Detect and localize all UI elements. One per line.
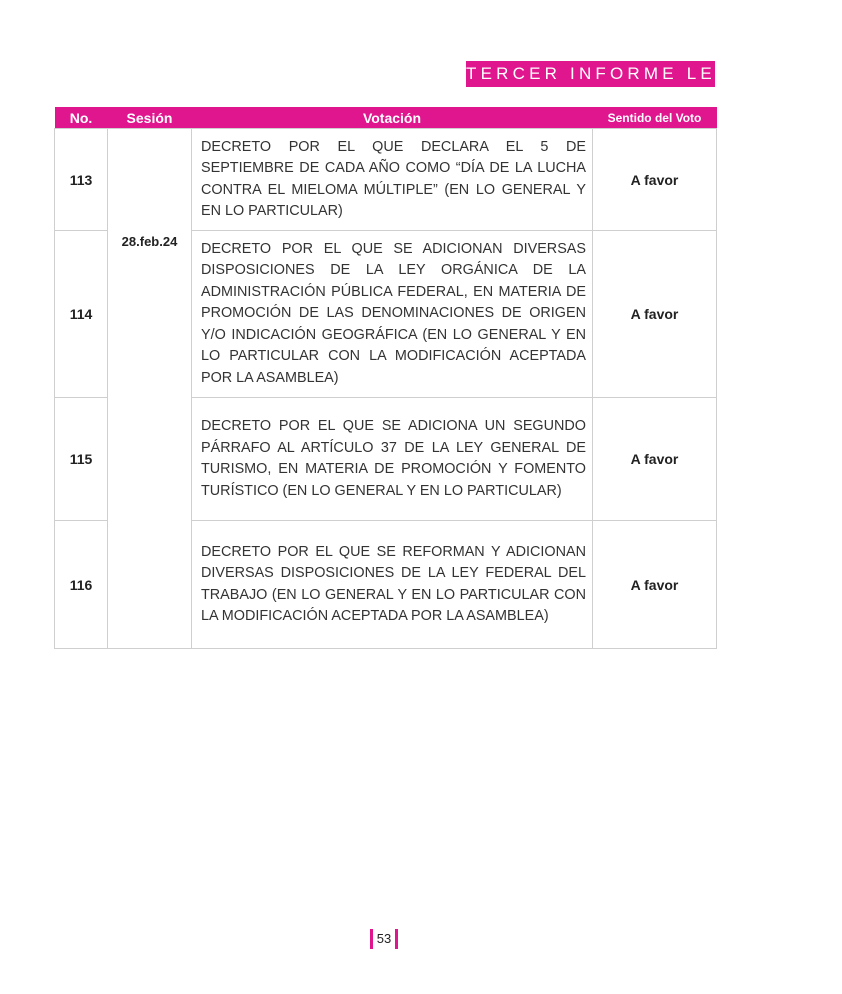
row-number: 113 — [55, 129, 108, 231]
row-number: 116 — [55, 521, 108, 649]
session-date: 28.feb.24 — [108, 129, 192, 649]
vote-description: DECRETO POR EL QUE SE REFORMAN Y ADICIONAN DIVERSAS DISPOSICIONES DE LA LEY FEDERAL DEL TRABAJO (EN LO GENERAL Y EN LO PARTICULAR CON LA MODIFICACIÓN ACEPTADA POR LA ASAMBLEA) — [192, 521, 593, 649]
vote-sense: A favor — [593, 398, 717, 521]
table-row — [55, 129, 717, 231]
row-number: 114 — [55, 231, 108, 398]
vote-sense: A favor — [593, 231, 717, 398]
col-header-vote-sense: Sentido del Voto — [593, 107, 717, 129]
vote-description: DECRETO POR EL QUE DECLARA EL 5 DE SEPTIEMBRE DE CADA AÑO COMO “DÍA DE LA LUCHA CONTRA EL MIELOMA MÚLTIPLE” (EN LO GENERAL Y EN LO PARTICULAR) — [192, 129, 593, 231]
col-header-no: No. — [55, 107, 108, 129]
col-header-vote: Votación — [192, 107, 593, 129]
col-header-session: Sesión — [108, 107, 192, 129]
row-number: 115 — [55, 398, 108, 521]
votes-table — [54, 107, 717, 649]
vote-sense: A favor — [593, 521, 717, 649]
vote-sense: A favor — [593, 129, 717, 231]
report-title-banner: TERCER INFORME LEGISLATIVO — [466, 61, 715, 87]
table-header-row — [55, 107, 717, 129]
vote-description: DECRETO POR EL QUE SE ADICIONA UN SEGUNDO PÁRRAFO AL ARTÍCULO 37 DE LA LEY GENERAL DE TURISMO, EN MATERIA DE PROMOCIÓN Y FOMENTO TURÍSTICO (EN LO GENERAL Y EN LO PARTICULAR) — [192, 398, 593, 521]
page-number: 53 — [370, 929, 398, 949]
vote-description: DECRETO POR EL QUE SE ADICIONAN DIVERSAS DISPOSICIONES DE LA LEY ORGÁNICA DE LA ADMINISTRACIÓN PÚBLICA FEDERAL, EN MATERIA DE PROMOCIÓN DE LAS DENOMINACIONES DE ORIGEN Y/O INDICACIÓN GEOGRÁFICA (EN LO GENERAL Y EN LO PARTICULAR CON LA MODIFICACIÓN ACEPTADA POR LA ASAMBLEA) — [192, 231, 593, 398]
